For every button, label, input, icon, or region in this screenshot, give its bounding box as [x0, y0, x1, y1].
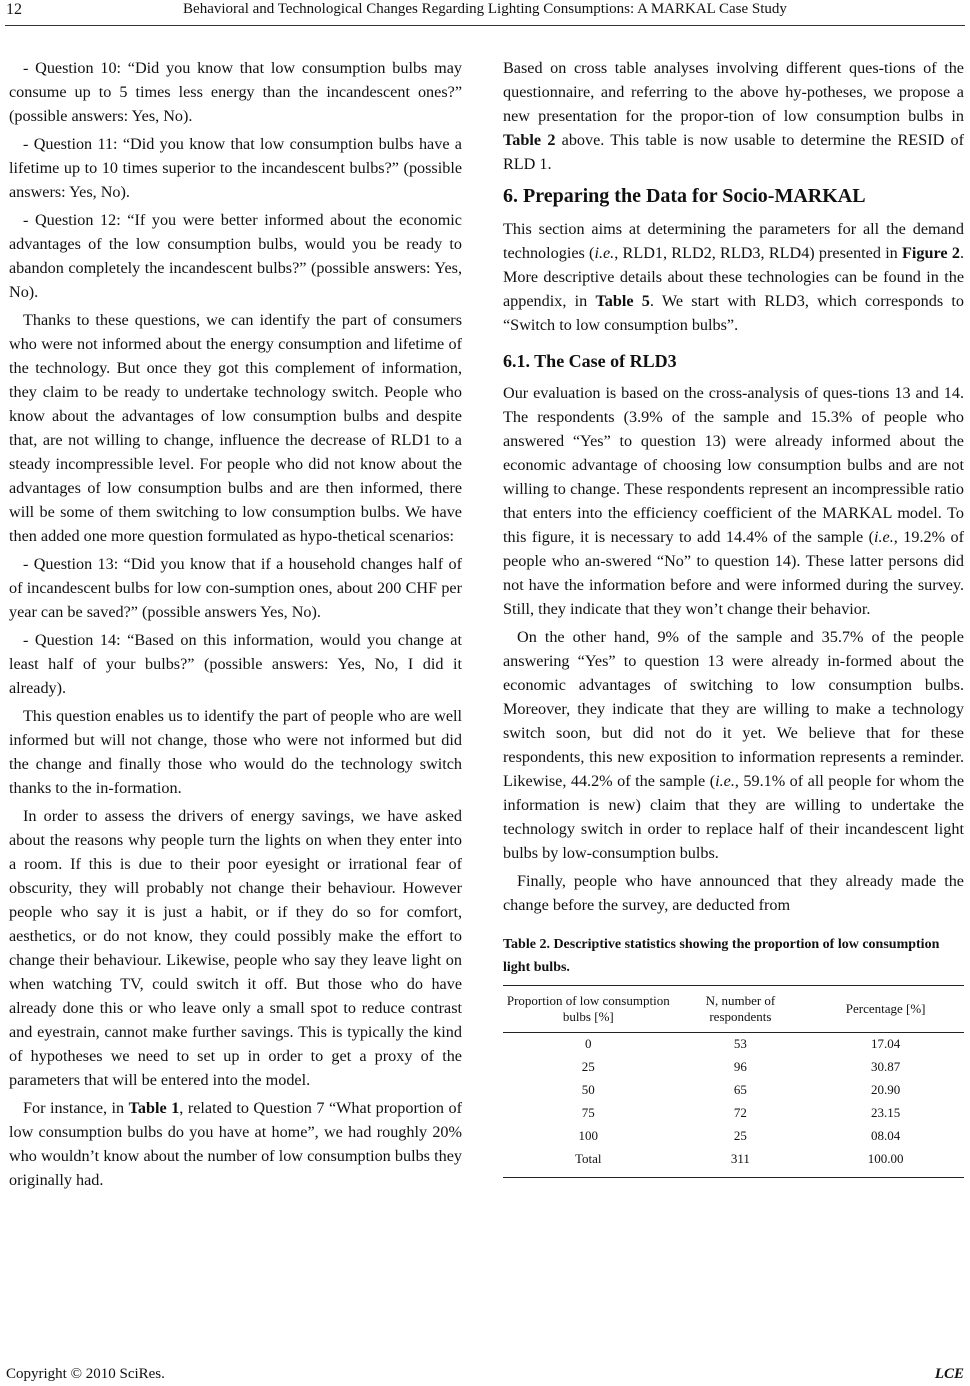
question-11: - Question 11: “Did you know that low consumption bulbs have a lifetime up to 10 times superior to the incandescent bulbs?” (possible answers: Yes, No). [9, 135, 462, 201]
table-header-row [503, 986, 964, 1033]
text-run: For instance, in [23, 1099, 129, 1117]
table-row-total [503, 1148, 964, 1178]
text-run: , related to Question 7 “What proportion of low consumption bulbs do you have at home”, we had roughly 20% who wouldn’t know about the number of low consumption bulbs they originally had. [9, 1099, 462, 1189]
table-cell: 20.90 [871, 1082, 901, 1097]
question-13: - Question 13: “Did you know that if a household changes half of of incandescent bulbs for low con-sumption ones, about 200 CHF per year can be saved?” (possible answers Yes, No). [9, 555, 462, 621]
ie-italic: i.e. [873, 528, 894, 546]
paragraph-thanks: Thanks to these questions, we can identify the part of consumers who were not informed about the energy consumption and lifetime of the technology. But once they got this complement of information, they claim to be ready to undertake technology switch. People who know about the advantages of low consumption bulbs and despite that, are not willing to change, influence the decrease of RLD1 to a steady incompressible level. For people who did not know about the advantages of low consumption bulbs and are then informed, there will be some of them switching to low consumption bulbs. We have then added one more question formulated as hypo-thetical scenarios: [9, 311, 462, 545]
page-number: 12 [6, 1, 22, 18]
column-header: N, number of respondents [674, 986, 808, 1033]
table-row [503, 1079, 964, 1102]
journal-abbreviation: LCE [934, 1366, 964, 1382]
paragraph-finally: Finally, people who have announced that they already made the change before the survey, are deducted from [503, 872, 964, 914]
paragraph-other-hand [503, 625, 964, 865]
page-header [0, 0, 970, 24]
table-row [503, 1125, 964, 1148]
column-header: Percentage [%] [807, 986, 964, 1033]
section-heading: 6. Preparing the Data for Socio-MARKAL [503, 185, 866, 207]
table-cell: 65 [733, 1082, 747, 1097]
table-cell: 53 [733, 1036, 747, 1051]
table-1-reference: Table 1 [128, 1099, 180, 1117]
paragraph-question-enables: This question enables us to identify the part of people who are well informed but will not change, those who were not informed but did the change and finally those who would do the technology switch thanks to the in-formation. [9, 707, 462, 797]
paragraph-cross-table [503, 56, 964, 176]
table-5-reference: Table 5 [595, 292, 650, 310]
column-header: Proportion of low consumption bulbs [%] [503, 986, 674, 1033]
table-cell: 72 [733, 1105, 747, 1120]
table-cell: Total [503, 1148, 674, 1178]
running-title: Behavioral and Technological Changes Regarding Lighting Consumptions: A MARKAL Case Study [183, 1, 787, 17]
text-run: , 19.2% of people who an-swered “No” to question 14). These latter persons did not have the information before and were informed during the survey. Still, they indicate that they won’t change their behavior. [503, 528, 965, 618]
text-run: On the other hand, 9% of the sample and 35.7% of the people answering “Yes” to question 13 were already in-formed about the economic advantages of switching to low consumption bulbs. Moreover, they indicate that they are willing to make a technology switch soon, but did not do it yet. We believe that for these respondents, this new exposition to information represents a reminder. Likewise, 44.2% of the sample ( [503, 628, 964, 790]
paragraph-evaluation [503, 381, 964, 621]
table-row [503, 1102, 964, 1125]
table-cell: 50 [581, 1082, 595, 1097]
paragraph-section-aims [503, 217, 964, 337]
paragraph-drivers: In order to assess the drivers of energy savings, we have asked about the reasons why people turn the lights on when they enter into a room. If this is due to their poor eyesight or irrational fear of obscurity, they will probably not change their behaviour. However people who say it is just a habit, or if they do so for comfort, aesthetics, or do not know, they could possibly make the effort to change their behaviour. Likewise, people who say they leave light on when watching TV, could switch it off. But those who do have already done this or who leave only a small spot to reduce contrast and eyestrain, cannot make further savings. This is typically the kind of hypotheses we need to set up in order to get a proxy of the parameters that will be entered into the model. [9, 807, 462, 1089]
text-run: , 59.1% of all people for whom the information is new) claim that they are willing to undertake the technology switch in order to replace half of their incandescent light bulbs by low-consumption bulbs. [503, 772, 965, 862]
paragraph-for-instance [9, 1096, 462, 1192]
table-2-reference: Table 2 [503, 131, 556, 149]
text-run: . More descriptive details about these technologies can be found in the appendix, in [503, 244, 964, 310]
left-column [9, 56, 462, 1196]
table-cell: 0 [585, 1036, 592, 1051]
header-rule [5, 25, 965, 26]
table-cell: 25 [733, 1128, 747, 1143]
question-12: - Question 12: “If you were better informed about the economic advantages of the low consumption bulbs, would you be ready to abandon completely the incandescent bulbs?” (possible answers: Yes, No). [9, 211, 462, 301]
table-cell: 17.04 [871, 1036, 901, 1051]
text-run: . We start with RLD3, which corresponds to “Switch to low consumption bulbs”. [503, 292, 964, 334]
table-cell: 23.15 [871, 1105, 901, 1120]
text-run: Our evaluation is based on the cross-analysis of ques-tions 13 and 14. The respondents (3.9% of the sample and 15.3% of people who answered “Yes” to question 13) were already informed about the economic advantage of choosing low consumption bulbs and are not willing to change. These respondents represent an incompressible ratio that enters into the efficiency coefficient of the MARKAL model. To this figure, it is necessary to add 14.4% of the sample ( [503, 384, 964, 546]
table-cell: 96 [733, 1059, 747, 1074]
table-row [503, 1033, 964, 1057]
ie-italic: i.e. [715, 772, 735, 790]
subsection-heading: 6.1. The Case of RLD3 [503, 351, 677, 371]
copyright-notice: Copyright © 2010 SciRes. [6, 1366, 165, 1382]
text-run: above. This table is now usable to determine the RESID of RLD 1. [503, 131, 964, 173]
table-cell: 100 [578, 1128, 599, 1143]
table-row [503, 1056, 964, 1079]
table-cell: 30.87 [871, 1059, 901, 1074]
table-cell: 75 [581, 1105, 595, 1120]
right-column [503, 56, 964, 1178]
question-10: - Question 10: “Did you know that low consumption bulbs may consume up to 5 times less energy than the incandescent ones?” (possible answers: Yes, No). [9, 59, 462, 125]
table-cell: 08.04 [871, 1128, 901, 1143]
table-cell: 100.00 [807, 1148, 964, 1178]
table-2 [503, 985, 964, 1178]
question-14: - Question 14: “Based on this information, would you change at least half of your bulbs?” (possible answers: Yes, No, I did it already). [9, 631, 462, 697]
text-run: , RLD1, RLD2, RLD3, RLD4) presented in [614, 244, 903, 262]
table-cell: 311 [674, 1148, 808, 1178]
text-run: This section aims at determining the parameters for all the demand technologies ( [503, 220, 964, 262]
text-run: Based on cross table analyses involving different ques-tions of the questionnaire, and referring to the above hy-potheses, we propose a new presentation for the propor-tion of low consumption bulbs in [503, 59, 964, 125]
table-caption: Table 2. Descriptive statistics showing the proportion of low consumption light bulbs. [503, 937, 940, 975]
ie-italic: i.e. [594, 244, 615, 262]
table-cell: 25 [581, 1059, 595, 1074]
figure-2-reference: Figure 2 [902, 244, 960, 262]
